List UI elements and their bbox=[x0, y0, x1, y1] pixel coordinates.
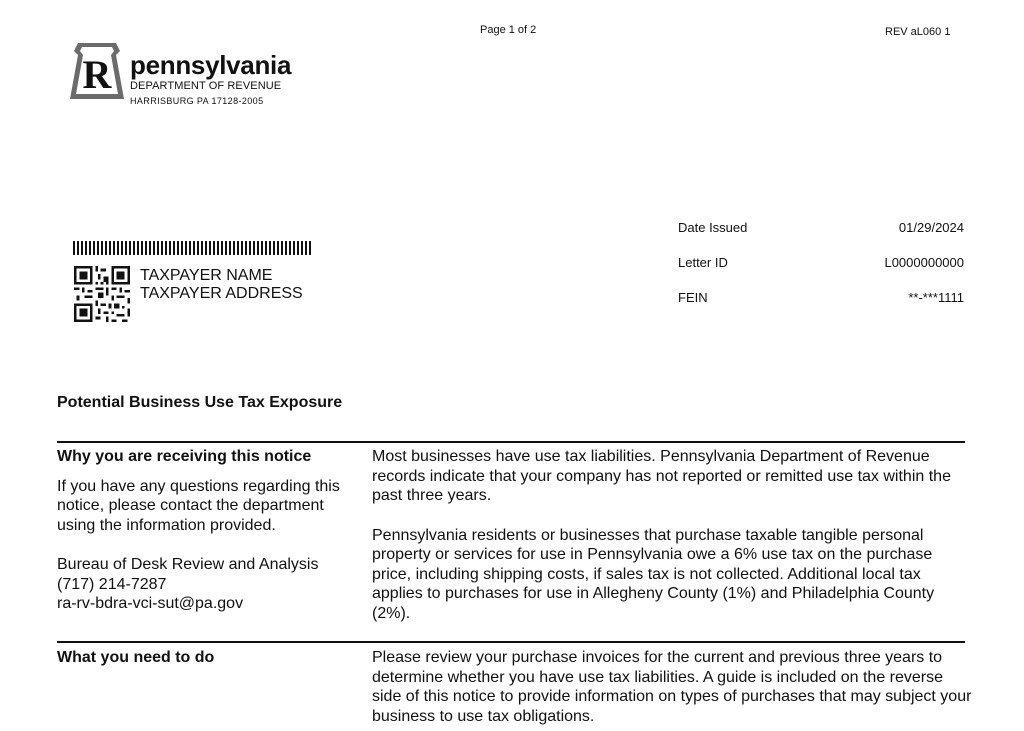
why-heading: Why you are receiving this notice bbox=[57, 448, 312, 465]
todo-heading: What you need to do bbox=[57, 649, 215, 666]
brand-name: pennsylvania bbox=[130, 50, 292, 80]
taxpayer-address: TAXPAYER ADDRESS bbox=[140, 285, 303, 302]
why-paragraph-1: Most businesses have use tax liabilities. Pennsylvania Department of Revenue records indicate that your company has not reported or remitted use tax within the past three years. bbox=[372, 448, 951, 504]
bureau-email: ra-rv-bdra-vci-sut@pa.gov bbox=[57, 595, 244, 612]
date-issued-label: Date Issued bbox=[678, 220, 748, 235]
keystone-logo-icon bbox=[70, 43, 124, 99]
fein-value: **-***1111 bbox=[908, 290, 964, 305]
why-section-left bbox=[57, 447, 362, 614]
why-paragraph-2: Pennsylvania residents or businesses that purchase taxable tangible personal property or services for use in Pennsylvania owe a 6% use tax on the purchase price, including shipping costs, if sales tax is not collected. Additional local tax applies to purchases for use in Allegheny County (1%) and Philadelphia County (2%). bbox=[372, 526, 935, 622]
letter-id-value: L0000000000 bbox=[884, 255, 964, 270]
why-section-right bbox=[372, 447, 972, 623]
todo-section-left bbox=[57, 648, 362, 668]
department-address: HARRISBURG PA 17128-2005 bbox=[130, 96, 264, 106]
notice-title: Potential Business Use Tax Exposure bbox=[57, 394, 343, 411]
section-divider bbox=[57, 641, 965, 643]
bureau-phone: (717) 214-7287 bbox=[57, 575, 167, 593]
postal-barcode-icon bbox=[73, 241, 313, 255]
questions-text: If you have any questions regarding this notice, please contact the department using the information provided. bbox=[57, 477, 340, 534]
section-divider bbox=[57, 441, 965, 443]
department-name: DEPARTMENT OF REVENUE bbox=[130, 80, 282, 92]
bureau-name: Bureau of Desk Review and Analysis bbox=[57, 556, 319, 573]
fein-label: FEIN bbox=[678, 290, 708, 305]
letter-id-label: Letter ID bbox=[678, 255, 728, 270]
page-number: Page 1 of 2 bbox=[480, 24, 537, 36]
date-issued-value: 01/29/2024 bbox=[898, 220, 964, 235]
qr-code-icon bbox=[74, 266, 130, 322]
form-revision-code: REV aL060 1 bbox=[885, 26, 951, 38]
todo-section-right bbox=[372, 648, 972, 726]
todo-paragraph-1: Please review your purchase invoices for the current and previous three years to determine whether you have use tax liabilities. A guide is included on the reverse side of this notice to provide information on types of purchases that may subject your business to use tax obligations. bbox=[372, 649, 972, 725]
keystone-letter: R bbox=[82, 52, 112, 97]
taxpayer-name: TAXPAYER NAME bbox=[140, 267, 273, 284]
